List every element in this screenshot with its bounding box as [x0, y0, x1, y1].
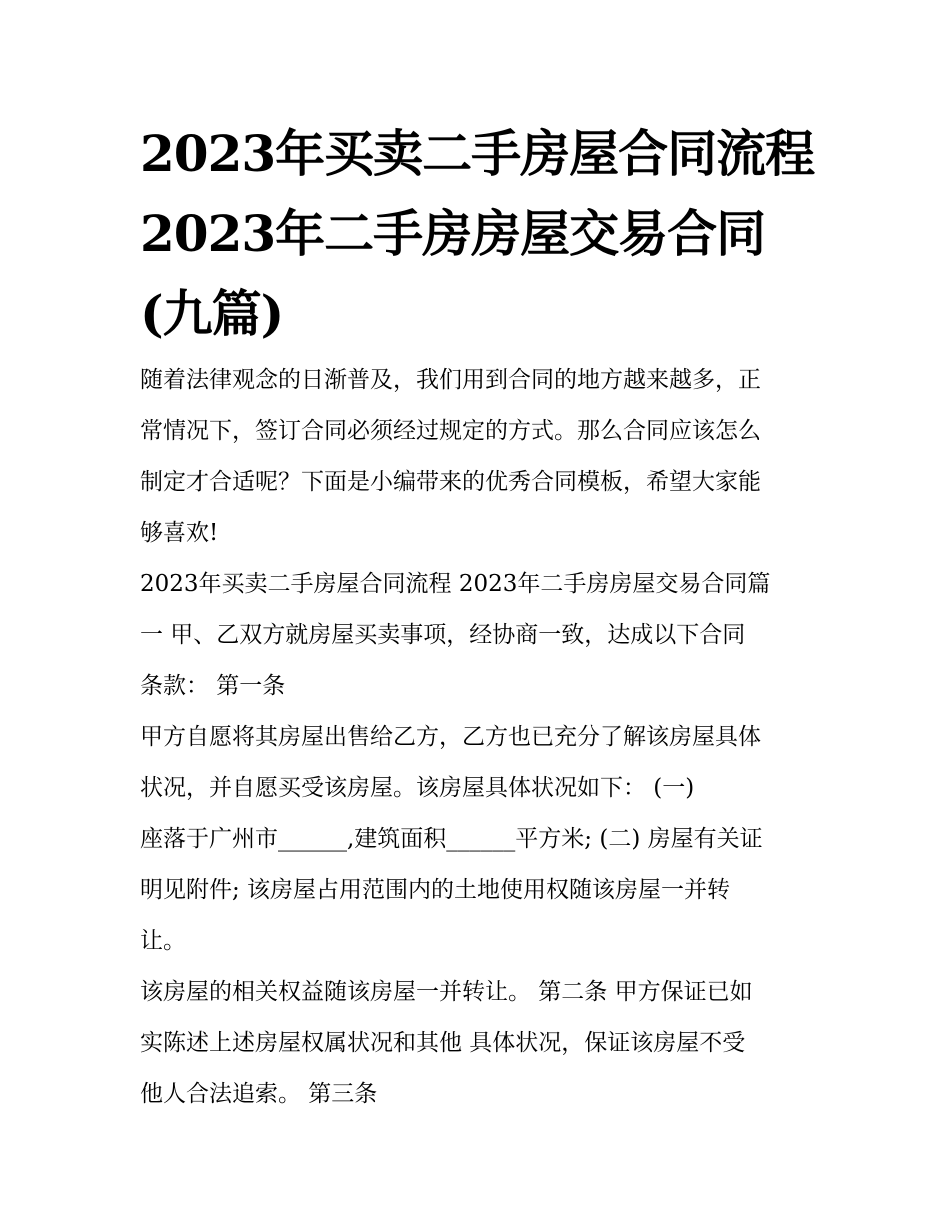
- text-line: 状况，并自愿买受该房屋。该房屋具体状况如下： (一): [140, 775, 695, 801]
- document-body: [140, 355, 830, 1120]
- text-line: 条款： 第一条: [140, 673, 286, 699]
- document-title: [140, 114, 820, 354]
- text-line: 让。: [140, 928, 186, 954]
- title-line: (九篇): [140, 284, 284, 343]
- text-line: 甲方自愿将其房屋出售给乙方，乙方也已充分了解该房屋具体: [140, 724, 761, 750]
- intro-paragraph: [140, 355, 830, 559]
- text-line: 一 甲、乙双方就房屋买卖事项，经协商一致，达成以下合同: [140, 622, 746, 648]
- article-two-paragraph: [140, 967, 830, 1120]
- text-line: 制定才合适呢？下面是小编带来的优秀合同模板，希望大家能: [140, 469, 761, 495]
- title-line: 2023年二手房房屋交易合同: [140, 204, 766, 263]
- text-line: 座落于广州市______,建筑面积______平方米; (二) 房屋有关证: [140, 826, 763, 852]
- text-line: 2023年买卖二手房屋合同流程 2023年二手房房屋交易合同篇: [140, 571, 771, 597]
- text-line: 他人合法追索。 第三条: [140, 1081, 378, 1107]
- text-line: 该房屋的相关权益随该房屋一并转让。 第二条 甲方保证已如: [140, 979, 753, 1005]
- text-line: 实陈述上述房屋权属状况和其他 具体状况，保证该房屋不受: [140, 1030, 746, 1056]
- text-line: 够喜欢!: [140, 520, 219, 546]
- text-line: 常情况下，签订合同必须经过规定的方式。那么合同应该怎么: [140, 418, 761, 444]
- text-line: 随着法律观念的日渐普及，我们用到合同的地方越来越多，正: [140, 367, 761, 393]
- title-line: 2023年买卖二手房屋合同流程: [140, 124, 815, 183]
- contract-heading-paragraph: [140, 559, 830, 712]
- article-one-paragraph: [140, 712, 830, 967]
- text-line: 明见附件; 该房屋占用范围内的土地使用权随该房屋一并转: [140, 877, 731, 903]
